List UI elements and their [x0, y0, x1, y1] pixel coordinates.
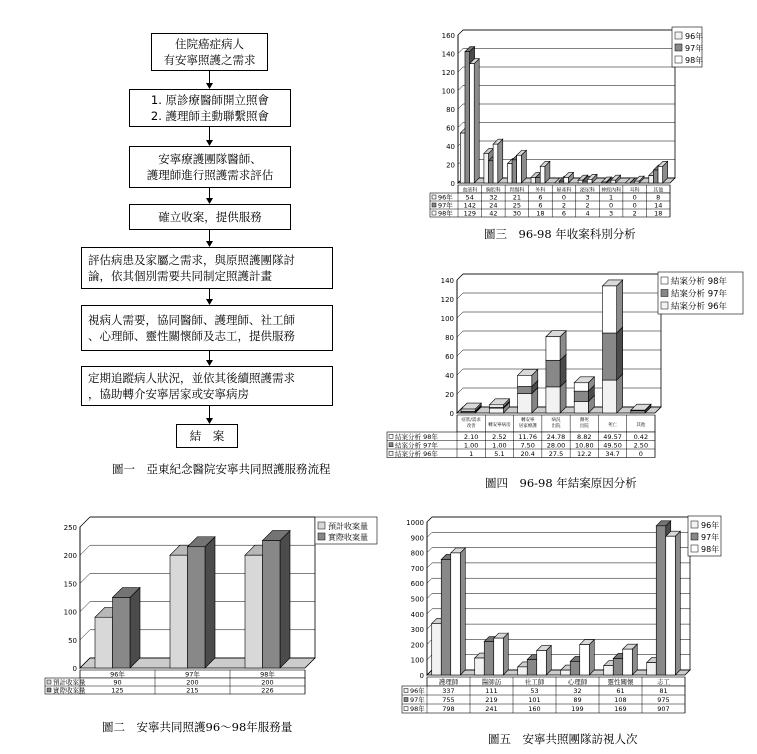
bar [470, 59, 480, 183]
table-cell: 108 [614, 696, 627, 704]
chart-fig3-caption: 圖三 96-98 年收案科別分析 [484, 227, 636, 241]
table-row-label: 97年 [410, 696, 425, 704]
bar [494, 633, 509, 675]
legend-swatch [691, 545, 698, 552]
legend-label: 96年 [701, 521, 720, 530]
bar [263, 531, 291, 668]
flow-arrow-head [206, 418, 213, 424]
bar [517, 150, 527, 183]
legend-swatch [661, 302, 668, 309]
table-swatch [389, 434, 393, 438]
table-cell: 81 [659, 687, 668, 695]
table-cell: 1.00 [463, 441, 479, 450]
table-cell: 3 [585, 193, 590, 202]
bar [623, 644, 638, 675]
table-cell: 0 [609, 201, 614, 210]
legend-label: 96年 [685, 32, 704, 41]
legend-swatch [675, 32, 682, 39]
y-tick-label: 140 [441, 50, 455, 59]
table-cell: 89 [573, 696, 582, 704]
table-cell: 5.1 [494, 449, 505, 458]
y-tick-label: 160 [441, 32, 455, 40]
flow-arrow-head [206, 241, 213, 247]
table-swatch [432, 211, 436, 215]
table-cell: 49.57 [603, 432, 622, 441]
table-cell: 2 [632, 209, 637, 218]
table-cell: 798 [442, 705, 455, 713]
table-row-label: 97年 [438, 201, 453, 210]
category-label: 轉安寧 [520, 418, 535, 423]
table-row-label: 98年 [410, 705, 425, 713]
table-cell: 2 [561, 201, 567, 210]
table-cell: 32 [489, 193, 498, 202]
chart-fig2-service-volume [50, 510, 380, 710]
table-cell: 200 [261, 678, 274, 687]
table-cell: 10.80 [574, 441, 594, 450]
y-tick-label: 40 [446, 143, 455, 151]
table-cell: 32 [573, 687, 582, 695]
category-label: 97年 [185, 670, 200, 679]
legend-swatch [661, 277, 668, 284]
category-label: 其他 [636, 423, 646, 428]
flow-step-text: ，協助轉介安寧居家或安寧病房 [88, 387, 249, 401]
category-label: 濒死 [579, 418, 589, 423]
flow-arrow-head [206, 198, 213, 204]
table-cell: 3 [609, 209, 614, 218]
table-swatch [47, 688, 51, 692]
table-cell: 34.7 [605, 449, 620, 458]
flow-arrow-head [206, 360, 213, 366]
flow-step-text: 視病人需要，協同醫師、護理師、社工師 [88, 313, 295, 327]
bar [603, 280, 623, 333]
category-label: 胸腔科 [485, 187, 501, 194]
table-cell: 12.2 [577, 449, 592, 458]
y-tick-label: 250 [63, 524, 77, 532]
category-label: 其他 [653, 187, 664, 194]
category-label: 98年 [260, 670, 275, 679]
legend-swatch [318, 522, 325, 529]
chart-fig2-caption: 圖二 安寧共同照護96～98年服務量 [102, 720, 293, 734]
bar [540, 161, 550, 183]
y-tick-label: 150 [63, 580, 77, 589]
table-cell: 49.50 [603, 441, 622, 450]
y-tick-label: 100 [63, 608, 77, 617]
y-tick-label: 0 [72, 665, 77, 673]
table-cell: 2.50 [633, 441, 649, 450]
chart-fig3-department [425, 25, 735, 240]
bar [518, 369, 538, 386]
table-cell: 42 [489, 209, 498, 218]
y-tick-label: 600 [410, 580, 424, 589]
table-cell: 125 [111, 686, 124, 695]
bar [451, 548, 466, 675]
flow-step-text: 2. 護理師主動聯繫照會 [150, 109, 270, 123]
category-label: 婦產科 [556, 187, 572, 194]
category-label: 出院 [551, 424, 561, 429]
y-tick-label: 1000 [406, 519, 424, 527]
y-tick-label: 40 [445, 372, 454, 380]
category-label: 胃腸科 [509, 187, 525, 194]
flow-step-text: 確立收案，提供服務 [158, 210, 262, 224]
y-tick-label: 20 [446, 161, 455, 170]
chart-fig5-visits [400, 512, 740, 722]
category-label: 轉安寧病房 [488, 423, 511, 428]
category-label: 症狀/需求 [461, 418, 481, 423]
category-label: 神經內科 [601, 187, 622, 194]
table-swatch [47, 680, 51, 684]
y-tick-label: 100 [441, 87, 455, 96]
y-tick-label: 80 [446, 106, 455, 114]
table-cell: 0 [561, 193, 567, 202]
table-cell: 111 [485, 687, 498, 695]
legend-label: 98年 [701, 545, 720, 554]
table-cell: 28.00 [546, 441, 566, 450]
legend-swatch [318, 533, 325, 540]
flow-step-text: 護理師進行照護需求評估 [146, 168, 274, 182]
y-tick-label: 120 [440, 296, 454, 304]
table-cell: 6 [538, 193, 543, 202]
table-swatch [432, 203, 436, 207]
table-cell: 11.76 [518, 432, 538, 441]
y-tick-label: 500 [410, 595, 424, 604]
chart-fig5-caption: 圖五 安寧共照團隊訪視人次 [488, 732, 638, 746]
category-label: 靈性關懷 [607, 678, 634, 686]
table-cell: 7.50 [520, 441, 535, 450]
table-cell: 18 [654, 209, 663, 218]
chart-fig4-caption: 圖四 96-98 年結案原因分析 [485, 476, 637, 490]
table-cell: 199 [571, 705, 584, 713]
y-tick-label: 0 [449, 410, 454, 418]
y-tick-label: 60 [446, 124, 455, 133]
bar [188, 537, 216, 668]
category-label: 護理師 [438, 678, 459, 686]
legend-label: 預計收案量 [328, 522, 368, 531]
legend-label: 97年 [685, 44, 704, 53]
table-cell: 337 [442, 687, 455, 695]
category-label: 改善 [466, 424, 476, 429]
category-label: 泌尿科 [580, 187, 596, 194]
category-label: 外科 [535, 187, 546, 194]
table-cell: 6 [561, 209, 567, 218]
table-swatch [389, 451, 393, 455]
y-tick-label: 0 [450, 180, 455, 188]
flow-arrow-head [206, 299, 213, 305]
table-cell: 53 [530, 687, 539, 695]
chart-wall [427, 517, 690, 675]
category-label: 心理師 [567, 678, 588, 686]
table-cell: 21 [512, 193, 522, 202]
table-row-label: 實際收案量 [53, 686, 86, 695]
category-label: 社工師 [524, 678, 545, 686]
legend-swatch [675, 56, 682, 63]
table-cell: 18 [536, 209, 545, 218]
table-swatch [404, 698, 408, 702]
table-cell: 226 [261, 686, 274, 695]
table-cell: 0.42 [633, 432, 649, 441]
table-row-label: 結案分析 96年 [395, 449, 438, 458]
category-label: 耳科 [629, 187, 640, 194]
y-tick-label: 20 [445, 391, 454, 399]
flow-step-text: 定期追蹤病人狀況，並依其後續照護需求 [88, 371, 295, 385]
legend-label: 實際收案量 [328, 533, 368, 542]
table-cell: 30 [512, 209, 522, 218]
bar [493, 139, 503, 183]
y-tick-label: 300 [410, 626, 424, 635]
table-cell: 755 [442, 696, 455, 704]
table-swatch [404, 707, 408, 711]
category-label: 血液科 [462, 187, 478, 194]
table-cell: 219 [485, 696, 498, 704]
legend-label: 結案分析 97年 [671, 289, 728, 300]
table-cell: 907 [657, 705, 670, 713]
chart-fig4-closure-reason [385, 270, 745, 470]
table-cell: 8.82 [577, 432, 592, 441]
table-cell: 241 [485, 705, 498, 713]
table-cell: 2.52 [492, 432, 507, 441]
table-swatch [432, 195, 436, 199]
table-swatch [389, 443, 393, 447]
table-row-label: 結案分析 98年 [395, 432, 438, 441]
y-tick-label: 100 [440, 315, 454, 323]
bar [603, 327, 623, 380]
flowchart-caption: 圖一 亞東紀念醫院安寧共同照護服務流程 [112, 462, 331, 476]
legend-label: 結案分析 98年 [671, 277, 728, 287]
y-tick-label: 0 [419, 672, 424, 680]
table-cell: 24 [489, 201, 498, 210]
table-swatch [404, 689, 408, 693]
bar [546, 331, 566, 361]
y-tick-label: 120 [441, 69, 455, 77]
table-cell: 54 [465, 193, 474, 202]
category-label: 死亡 [608, 423, 618, 428]
y-tick-label: 60 [445, 353, 454, 361]
table-cell: 975 [657, 696, 670, 704]
table-cell: 25 [512, 201, 522, 210]
category-label: 居家療護 [518, 424, 537, 429]
flow-arrow-head [206, 140, 213, 146]
table-cell: 14 [654, 201, 663, 210]
table-row-label: 98年 [438, 209, 453, 218]
category-label: 志工 [657, 678, 670, 686]
y-tick-label: 80 [445, 334, 454, 342]
table-cell: 4 [585, 209, 590, 218]
y-tick-label: 400 [410, 610, 424, 619]
legend-swatch [691, 533, 698, 540]
table-cell: 27.5 [548, 449, 564, 458]
legend-label: 結案分析 96年 [671, 302, 728, 312]
table-cell: 129 [463, 209, 476, 218]
flow-step-text: 住院癌症病人 [175, 37, 244, 51]
category-label: 病況 [551, 418, 561, 423]
legend-swatch [661, 290, 668, 297]
table-cell: 200 [186, 678, 199, 687]
y-tick-label: 200 [410, 641, 424, 650]
legend-swatch [691, 521, 698, 528]
flow-step-text: 安寧療護團隊醫師、 [158, 152, 262, 166]
y-tick-label: 800 [410, 549, 424, 558]
bar [666, 531, 681, 675]
flow-step-text: 、心理師、靈性關懷師及志工，提供服務 [88, 329, 295, 343]
table-cell: 8 [656, 193, 661, 202]
category-label: 96年 [110, 670, 125, 679]
y-tick-label: 200 [63, 552, 77, 561]
category-label: 出院 [579, 424, 589, 429]
bar [537, 646, 552, 675]
table-cell: 215 [186, 686, 199, 695]
table-cell: 169 [614, 705, 627, 713]
table-row-label: 結案分析 97年 [395, 441, 438, 450]
flow-step-text: 1. 原診療醫師開立照會 [150, 93, 270, 107]
table-cell: 90 [113, 678, 122, 687]
legend-label: 98年 [685, 56, 704, 65]
flow-step-text: 評估病患及家屬之需求，與原照護團隊討 [88, 253, 295, 267]
bar [580, 640, 595, 675]
y-tick-label: 140 [440, 277, 454, 285]
table-cell: 6 [538, 201, 543, 210]
table-cell: 2 [585, 201, 590, 210]
y-tick-label: 100 [410, 656, 424, 665]
table-cell: 1 [609, 193, 614, 202]
table-cell: 0 [632, 193, 637, 202]
table-row-label: 96年 [410, 687, 425, 695]
y-tick-label: 50 [68, 636, 77, 645]
table-cell: 24.78 [546, 432, 566, 441]
table-cell: 0 [638, 449, 643, 458]
flow-step-text: 有安寧照護之需求 [163, 53, 256, 67]
table-cell: 101 [528, 696, 541, 704]
table-cell: 160 [528, 705, 541, 713]
category-label: 醫師訪 [481, 678, 502, 686]
legend-label: 97年 [701, 533, 720, 542]
table-cell: 142 [463, 201, 476, 210]
table-cell: 61 [616, 687, 625, 695]
table-cell: 1.00 [492, 441, 507, 450]
table-cell: 1 [469, 449, 474, 458]
flow-step-text: 結 案 [189, 429, 225, 443]
table-cell: 2.10 [463, 432, 479, 441]
table-cell: 20.4 [520, 449, 535, 458]
flow-arrow-head [206, 83, 213, 89]
table-row-label: 96年 [438, 193, 453, 202]
y-tick-label: 700 [410, 564, 424, 573]
legend-swatch [675, 44, 682, 51]
bar [658, 161, 668, 183]
y-tick-label: 900 [410, 534, 424, 543]
flow-step-text: 論，依其個別需要共同制定照護計畫 [88, 269, 272, 283]
table-cell: 0 [632, 201, 637, 210]
bar [113, 588, 141, 669]
table-row-label: 預計收案量 [53, 678, 86, 687]
